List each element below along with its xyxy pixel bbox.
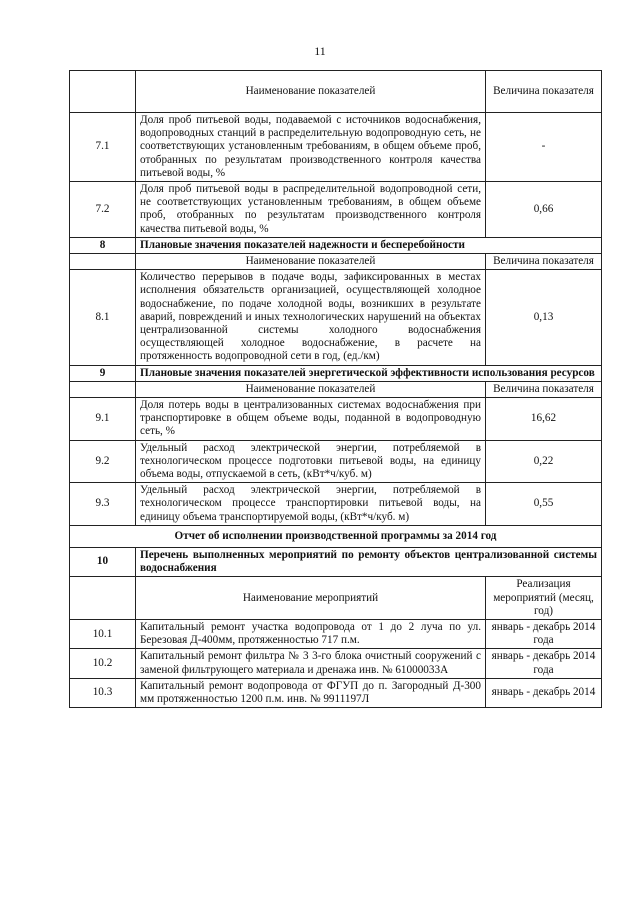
header-name-cell: Наименование показателей (136, 71, 486, 113)
table-row (70, 182, 602, 238)
section-header-row (70, 577, 602, 620)
row-value: 0,13 (486, 270, 602, 365)
page-number: 11 (314, 44, 326, 58)
row-value: 0,66 (486, 182, 602, 238)
section-title: Плановые значения показателей надежности и бесперебойности (136, 237, 602, 253)
header-value-cell: Величина показателя (486, 71, 602, 113)
section-number: 10 (70, 547, 136, 576)
row-number: 9.3 (70, 483, 136, 526)
section-title-row (70, 237, 602, 253)
section-number: 9 (70, 365, 136, 381)
section-title-row (70, 365, 602, 381)
header-num-cell (70, 254, 136, 270)
row-description: Капитальный ремонт участка водопровода от 1 до 2 луча по ул. Березовая Д-400мм, протяженностью 717 п.м. (136, 619, 486, 648)
header-name-cell: Наименование показателей (136, 381, 486, 397)
table-row (70, 440, 602, 483)
section-title: Перечень выполненных мероприятий по ремонту объектов централизованной системы водоснабжения (136, 547, 602, 576)
section-header-row (70, 254, 602, 270)
section-number: 8 (70, 237, 136, 253)
table-row (70, 619, 602, 648)
table-row (70, 678, 602, 707)
report-title: Отчет об исполнении производственной программы за 2014 год (70, 525, 602, 547)
indicators-table (69, 70, 602, 708)
row-value: январь - декабрь 2014 года (486, 619, 602, 648)
row-number: 8.1 (70, 270, 136, 365)
row-description: Капитальный ремонт фильтра № 3 3-го блока очистный сооружений с заменой фильтрующего материала и дренажа инв. № 61000033А (136, 649, 486, 678)
table-row (70, 113, 602, 182)
section-header-row (70, 381, 602, 397)
row-description: Доля потерь воды в централизованных системах водоснабжения при транспортировке в общем объеме воды, поданной в водопроводную сеть, % (136, 398, 486, 441)
section-title-row (70, 547, 602, 576)
row-number: 9.1 (70, 398, 136, 441)
table-header-row (70, 71, 602, 113)
report-title-row (70, 525, 602, 547)
table-row (70, 483, 602, 526)
row-value: 0,22 (486, 440, 602, 483)
header-num-cell (70, 381, 136, 397)
row-value: 16,62 (486, 398, 602, 441)
table-row (70, 398, 602, 441)
row-description: Доля проб питьевой воды в распределительной водопроводной сети, не соответствующих установленным требованиям, в общем объеме проб, отобранных по результатам производственного контроля качества питьевой воды, % (136, 182, 486, 238)
header-name-cell: Наименование мероприятий (136, 577, 486, 620)
header-num-cell (70, 71, 136, 113)
row-value: январь - декабрь 2014 года (486, 649, 602, 678)
row-number: 10.3 (70, 678, 136, 707)
row-value: январь - декабрь 2014 (486, 678, 602, 707)
row-number: 10.2 (70, 649, 136, 678)
row-number: 7.2 (70, 182, 136, 238)
row-description: Удельный расход электрической энергии, потребляемой в технологическом процессе транспортировки питьевой воды, на единицу объема транспортируемой воды, (кВт*ч/куб. м) (136, 483, 486, 526)
row-value: - (486, 113, 602, 182)
row-description: Удельный расход электрической энергии, потребляемой в технологическом процессе подготовки питьевой воды, на единицу объема воды, отпускаемой в сеть, (кВт*ч/куб. м) (136, 440, 486, 483)
row-number: 10.1 (70, 619, 136, 648)
row-description: Капитальный ремонт водопровода от ФГУП до п. Загородный Д-300 мм протяженностью 1200 п.м. инв. № 9911197Л (136, 678, 486, 707)
row-description: Доля проб питьевой воды, подаваемой с источников водоснабжения, водопроводных станций в распределительную водопроводную сеть, не соответствующих установленным требованиям, в общем объеме проб, отобранных по результатам производственного контроля качества питьевой воды, % (136, 113, 486, 182)
header-value-cell: Величина показателя (486, 254, 602, 270)
row-number: 9.2 (70, 440, 136, 483)
row-description: Количество перерывов в подаче воды, зафиксированных в местах исполнения обязательств организацией, осуществляющей холодное водоснабжение, по подаче холодной воды, возникших в результате аварий, повреждений и иных технологических нарушений на объектах централизованной системы холодного водоснабжения осуществляющей холодное водоснабжение, в расчете на протяженность водопроводной сети в год, (ед./км) (136, 270, 486, 365)
section-title: Плановые значения показателей энергетической эффективности использования ресурсов (136, 365, 602, 381)
table-row (70, 649, 602, 678)
header-name-cell: Наименование показателей (136, 254, 486, 270)
header-value-cell: Величина показателя (486, 381, 602, 397)
row-value: 0,55 (486, 483, 602, 526)
row-number: 7.1 (70, 113, 136, 182)
header-value-cell: Реализация мероприятий (месяц, год) (486, 577, 602, 620)
table-row (70, 270, 602, 365)
header-num-cell (70, 577, 136, 620)
